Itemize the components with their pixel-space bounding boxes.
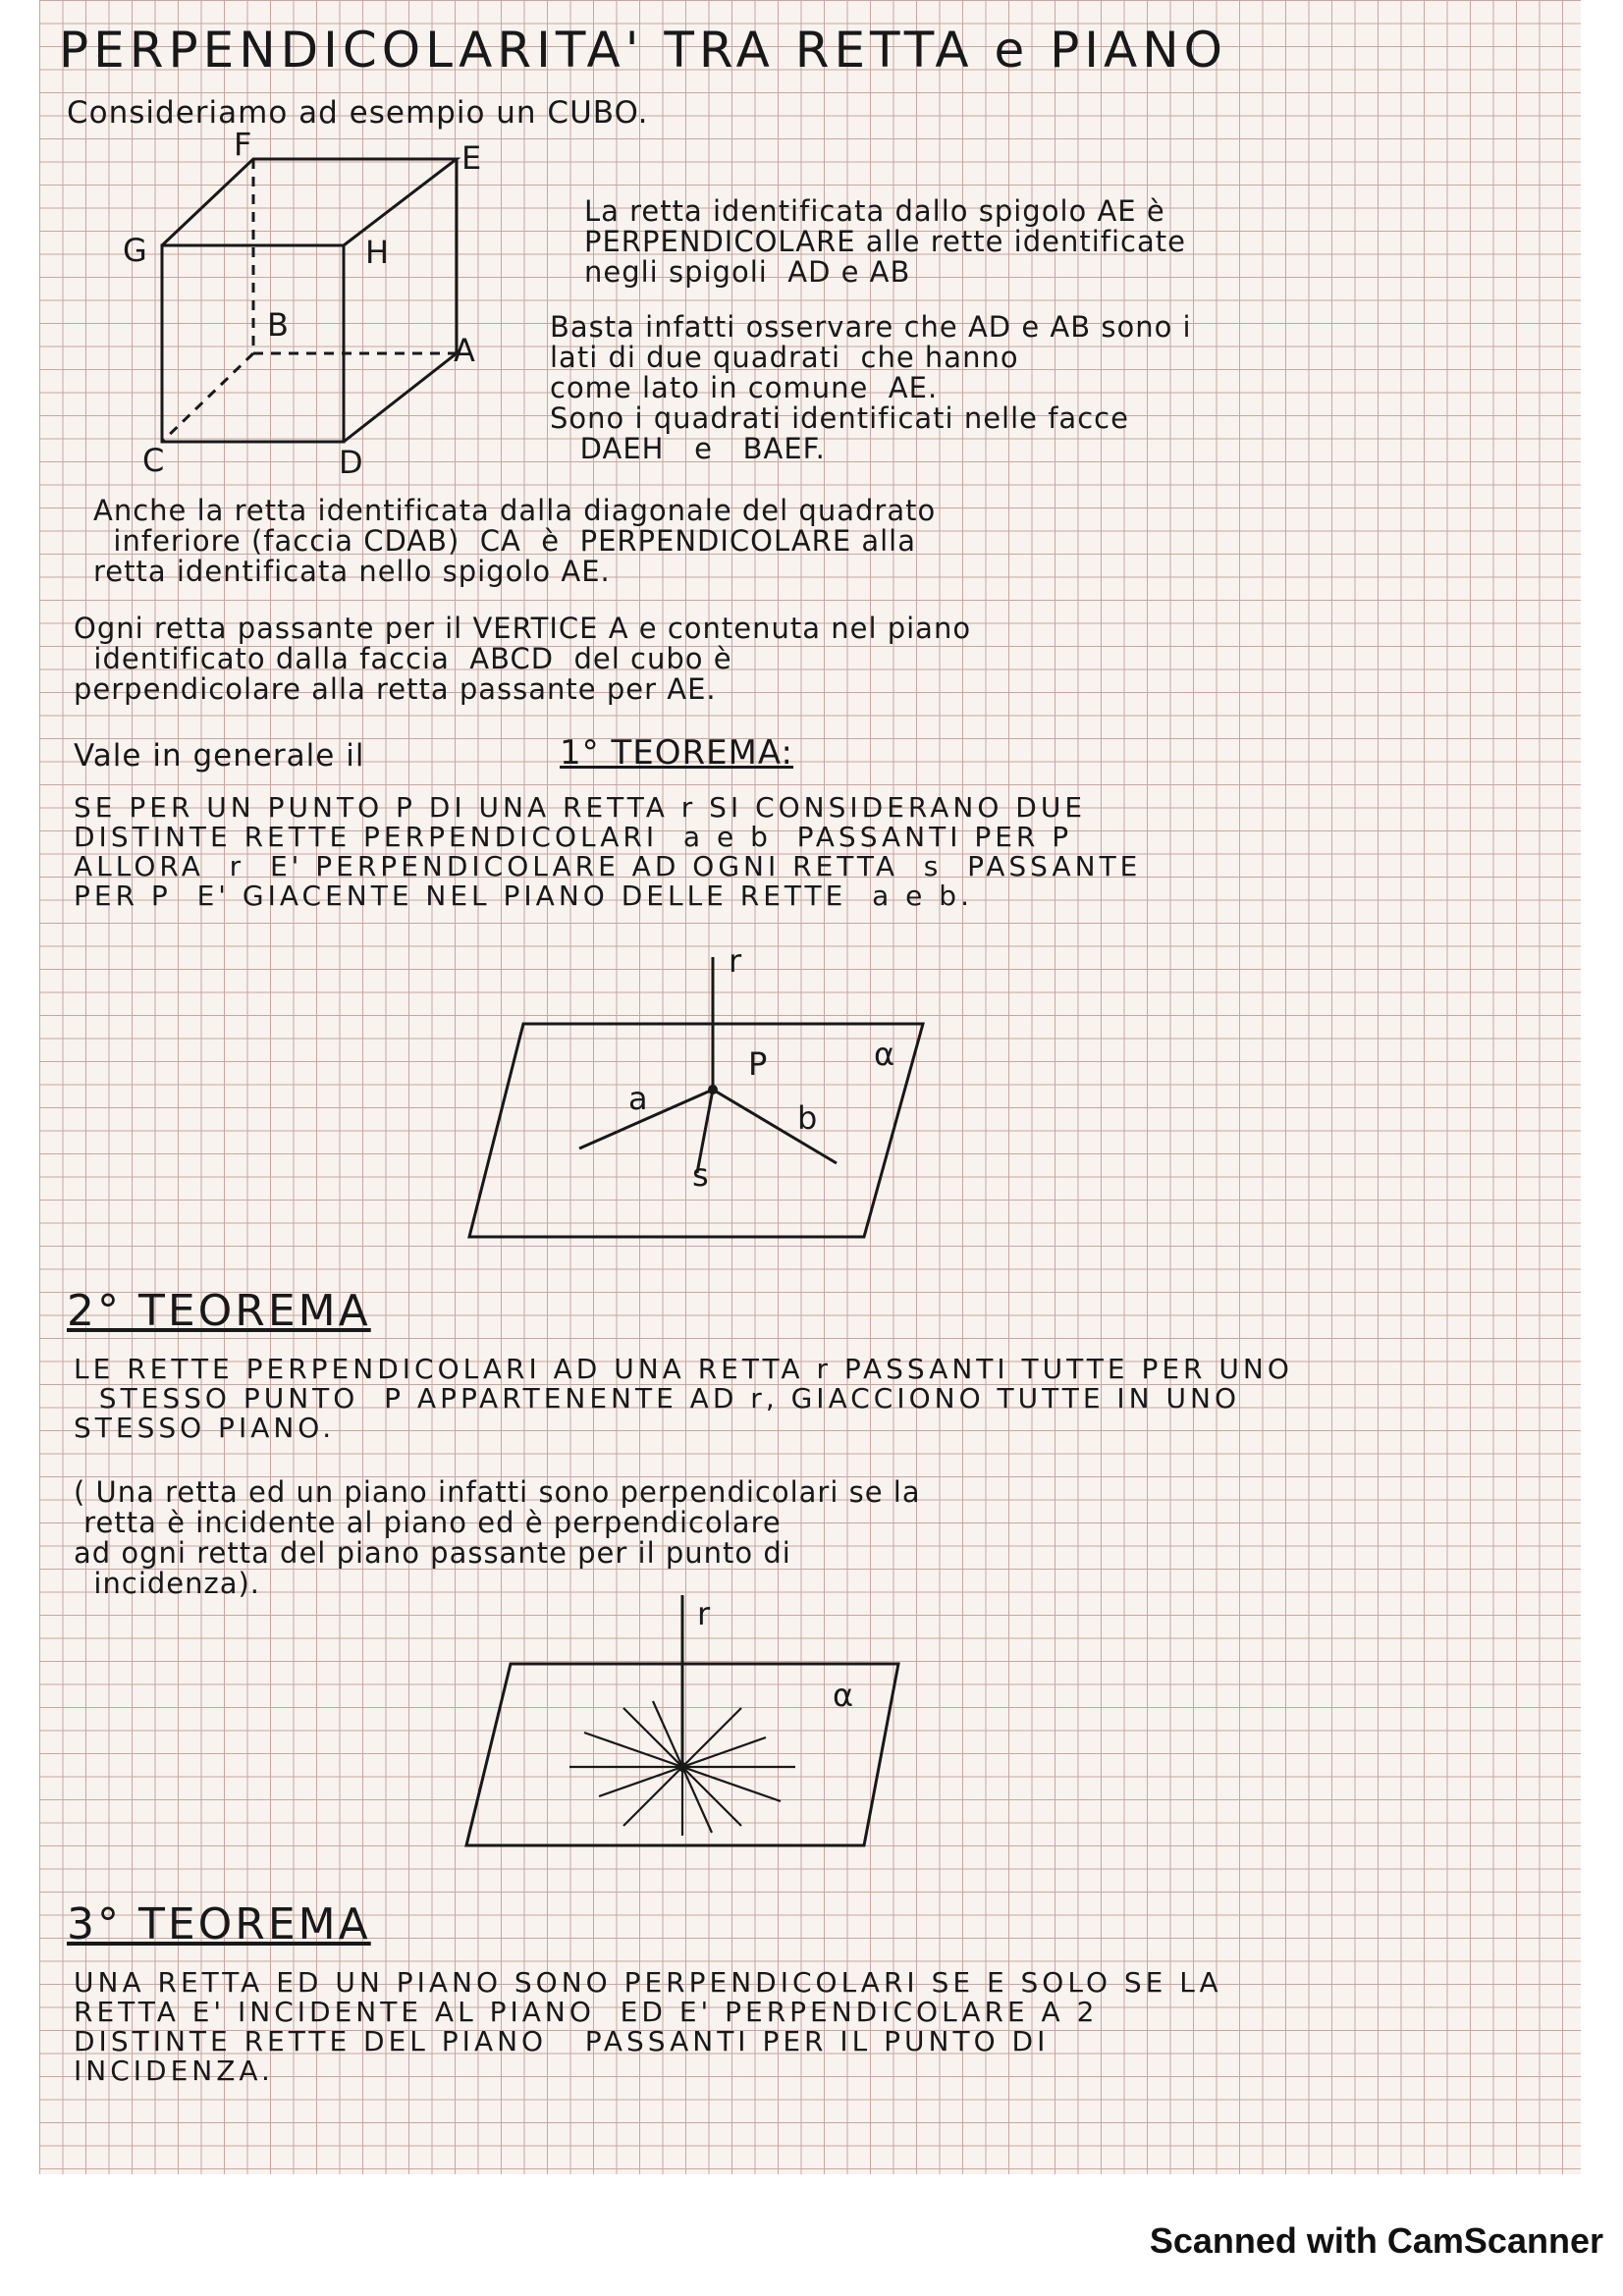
fig1-label-b: b [797, 1099, 818, 1137]
theorem2-heading: 2° TEOREMA [67, 1286, 371, 1336]
point-p-2 [677, 1762, 687, 1772]
vertex-label-c: C [142, 442, 165, 479]
cube-top-face [162, 159, 457, 245]
page-title: PERPENDICOLARITA' TRA RETTA e PIANO [59, 22, 1227, 79]
theorem3-heading: 3° TEOREMA [67, 1899, 371, 1949]
intro-line: Consideriamo ad esempio un CUBO. [67, 95, 649, 131]
vertex-label-g: G [123, 232, 147, 269]
fig1-label-r: r [729, 942, 742, 980]
cube-paragraph-1: La retta identificata dallo spigolo AE è PERPENDICOLARE alle rette identificate negli spigoli AD e AB [584, 194, 1186, 289]
theorem1-intro: Vale in generale il [74, 738, 365, 774]
plane-alpha-1 [469, 1024, 923, 1237]
theorem2-figure [461, 1595, 913, 1860]
cube-paragraph-2: Basta infatti osservare che AD e AB sono i lati di due quadrati che hanno come lato in comune AE. Sono i quadrati identificati nelle facce DAEH e BAEF. [550, 310, 1192, 465]
paragraph-diagonal: Anche la retta identificata dalla diagonale del quadrato inferiore (faccia CDAB) CA è PERPENDICOLARE alla retta identificata nello spigolo AE. [93, 494, 937, 588]
theorem3-text: UNA RETTA ED UN PIANO SONO PERPENDICOLARI SE E SOLO SE LA RETTA E' INCIDENTE AL PIANO ED E' PERPENDICOLARE A 2 DISTINTE RETTE DEL PIANO PASSANTI PER IL PUNTO DI INCIDENZA. [74, 1966, 1222, 2087]
scanner-watermark: Scanned with CamScanner [1149, 2220, 1603, 2261]
cube-hidden-edge-bc [162, 353, 253, 442]
fig2-label-alpha: α [833, 1677, 854, 1714]
theorem1-text: SE PER UN PUNTO P DI UNA RETTA r SI CONSIDERANO DUE DISTINTE RETTE PERPENDICOLARI a e b PASSANTI PER P ALLORA r E' PERPENDICOLARE AD OGNI RETTA s PASSANTE PER P E' GIACENTE NEL PIANO DELLE RETTE a e b. [74, 791, 1142, 912]
vertex-label-a: A [454, 332, 475, 369]
fig1-label-s: s [692, 1156, 709, 1194]
point-p-1 [708, 1085, 718, 1095]
vertex-label-f: F [234, 126, 252, 163]
theorem1-heading: 1° TEOREMA: [560, 733, 794, 773]
fig1-label-alpha: α [874, 1036, 895, 1073]
vertex-label-b: B [267, 306, 289, 344]
vertex-label-h: H [365, 234, 390, 271]
cube-figure [118, 137, 491, 471]
fig2-label-r: r [697, 1595, 711, 1632]
paragraph-vertex: Ogni retta passante per il VERTICE A e contenuta nel piano identificato dalla faccia ABCD del cubo è perpendicolare alla retta passante per AE. [74, 612, 972, 706]
vertex-label-e: E [461, 139, 482, 177]
line-b [713, 1090, 837, 1163]
theorem2-text: LE RETTE PERPENDICOLARI AD UNA RETTA r PASSANTI TUTTE PER UNO STESSO PUNTO P APPARTENENTE AD r, GIACCIONO TUTTE IN UNO STESSO PIANO. [74, 1353, 1293, 1444]
fig1-label-a: a [628, 1080, 648, 1117]
vertex-label-d: D [339, 444, 363, 481]
theorem2-note: ( Una retta ed un piano infatti sono perpendicolari se la retta è incidente al piano ed è perpendicolare ad ogni retta del piano passante per il punto di incidenza). [74, 1475, 921, 1600]
fig1-label-p: P [748, 1045, 768, 1083]
cube-edge-ad [344, 353, 457, 442]
theorem1-figure [461, 957, 972, 1261]
